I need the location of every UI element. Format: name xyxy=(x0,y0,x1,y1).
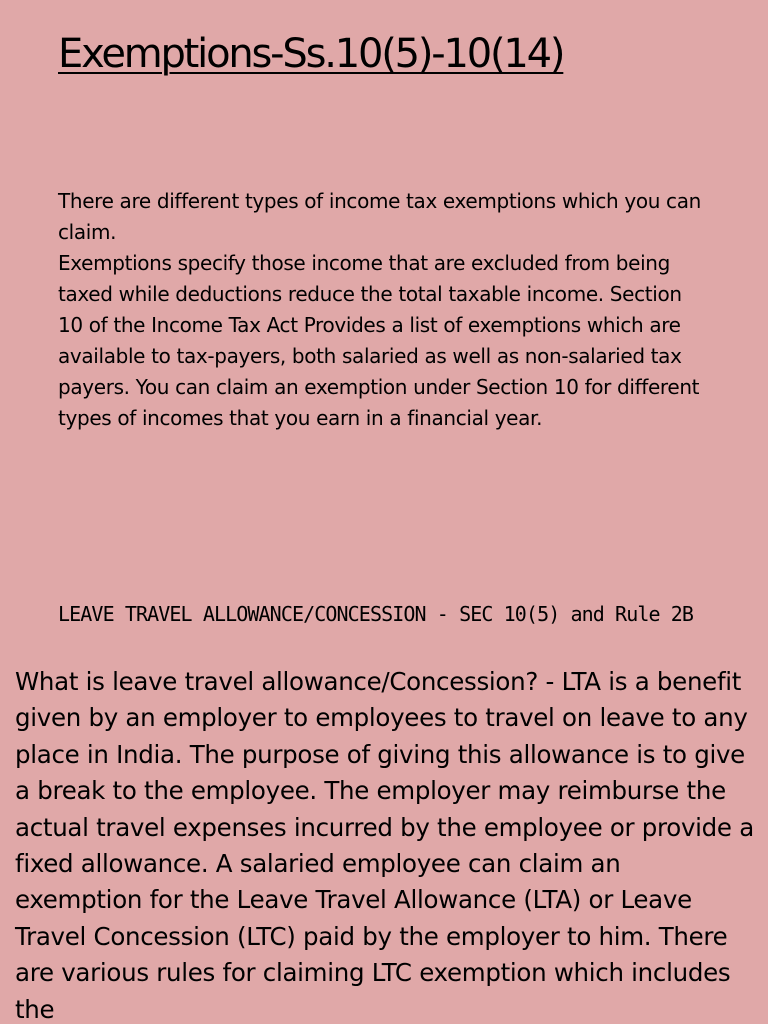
intro-paragraph-2: Exemptions specify those income that are excluded from being taxed while deductions reduce the total taxable income. Section 10 of the Income Tax Act Provides a list of exemptions which are available to tax-payers, both salaried as well as non-salaried tax payers. You can claim an exemption under Section 10 for different types of incomes that you earn in a financial year. xyxy=(58,251,700,430)
lta-section-heading: LEAVE TRAVEL ALLOWANCE/CONCESSION - SEC 10(5) and Rule 2B xyxy=(58,602,694,626)
lta-section-body: What is leave travel allowance/Concession? - LTA is a benefit given by an employer to employees to travel on leave to any place in India. The purpose of giving this allowance is to give a break to the employee. The employer may reimburse the actual travel expenses incurred by the employee or provide a fixed allowance. A salaried employee can claim an exemption for the Leave Travel Allowance (LTA) or Leave Travel Concession (LTC) paid by the employer to him. There are various rules for claiming LTC exemption which includes the xyxy=(15,667,754,1024)
intro-text xyxy=(58,186,708,434)
slide-title: Exemptions-Ss.10(5)-10(14) xyxy=(58,31,564,77)
intro-paragraph-1: There are different types of income tax exemptions which you can claim. xyxy=(58,189,701,244)
